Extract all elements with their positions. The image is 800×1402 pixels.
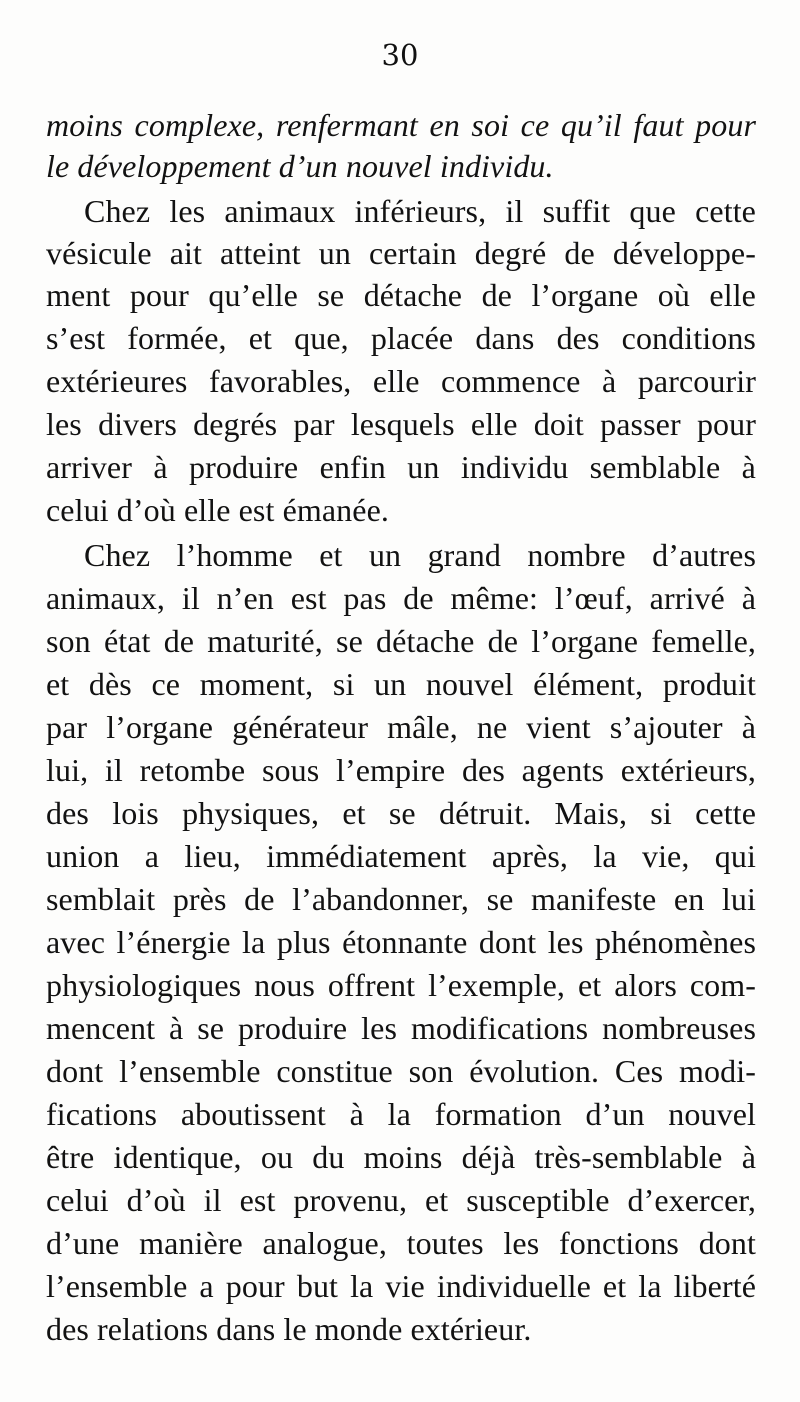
text-line: celui d’où il est provenu, et susceptible d’exercer, — [46, 1182, 756, 1218]
text-line: le développement d’un nouvel individu. — [46, 148, 554, 184]
text-line: être identique, ou du moins déjà très-semblable à — [46, 1139, 756, 1175]
text-line: dont l’ensemble constitue son évolution. Ces modi- — [46, 1053, 756, 1089]
text-line: lui, il retombe sous l’empire des agents extérieurs, — [46, 752, 756, 788]
text-line: moins complexe, renfermant en soi ce qu’il faut pour — [46, 107, 756, 143]
text-line: avec l’énergie la plus étonnante dont les phénomènes — [46, 924, 756, 960]
text-line: arriver à produire enfin un individu semblable à — [46, 449, 756, 485]
text-line: l’ensemble a pour but la vie individuelle et la liberté — [46, 1268, 756, 1304]
text-line: animaux, il n’en est pas de même: l’œuf, arrivé à — [46, 580, 756, 616]
paragraph-start-line: Chez les animaux inférieurs, il suffit que cette — [84, 193, 756, 229]
text-line: mencent à se produire les modifications nombreuses — [46, 1010, 756, 1046]
paragraph-start-line: Chez l’homme et un grand nombre d’autres — [84, 537, 756, 573]
text-line: et dès ce moment, si un nouvel élément, produit — [46, 666, 756, 702]
text-line: vésicule ait atteint un certain degré de développe- — [46, 235, 756, 271]
text-line: extérieures favorables, elle commence à parcourir — [46, 363, 756, 399]
text-line: celui d’où elle est émanée. — [46, 492, 389, 528]
text-line: physiologiques nous offrent l’exemple, et alors com- — [46, 967, 756, 1003]
text-line: s’est formée, et que, placée dans des conditions — [46, 320, 756, 356]
text-line: son état de maturité, se détache de l’organe femelle, — [46, 623, 756, 659]
text-line: ment pour qu’elle se détache de l’organe où elle — [46, 277, 756, 313]
text-line: d’une manière analogue, toutes les fonctions dont — [46, 1225, 756, 1261]
text-line: semblait près de l’abandonner, se manifeste en lui — [46, 881, 756, 917]
text-line: des lois physiques, et se détruit. Mais, si cette — [46, 795, 756, 831]
text-line: par l’organe générateur mâle, ne vient s’ajouter à — [46, 709, 756, 745]
text-line: fications aboutissent à la formation d’un nouvel — [46, 1096, 756, 1132]
text-line: union a lieu, immédiatement après, la vie, qui — [46, 838, 756, 874]
text-line: les divers degrés par lesquels elle doit passer pour — [46, 406, 756, 442]
text-line: des relations dans le monde extérieur. — [46, 1311, 532, 1347]
page-number: 30 — [381, 38, 419, 72]
